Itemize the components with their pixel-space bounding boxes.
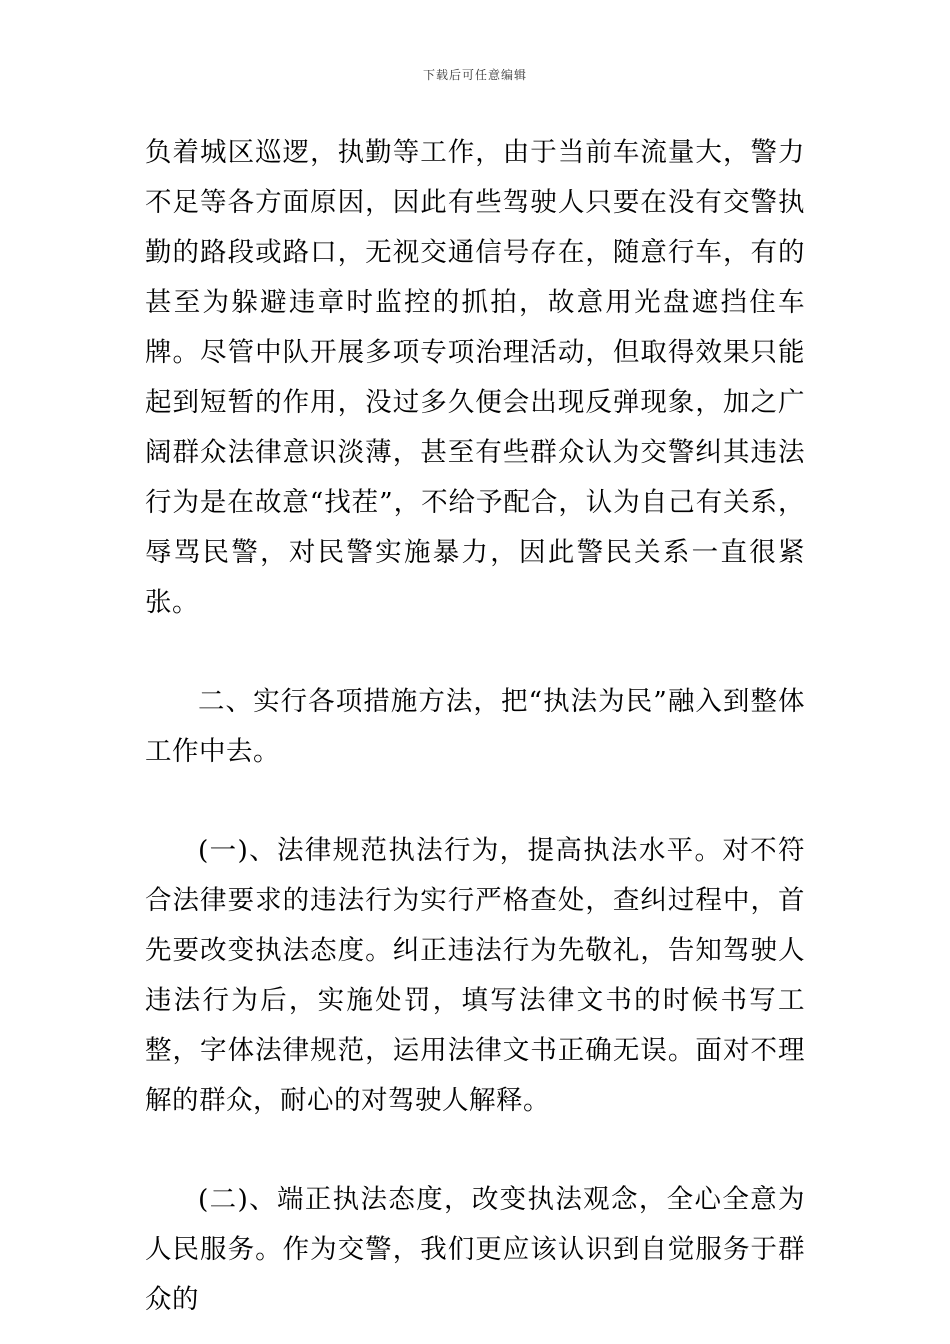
header-note: 下载后可任意编辑 [422, 68, 527, 82]
paragraph-item-one: (一)、法律规范执法行为，提高执法水平。对不符合法律要求的违法行为实行严格查处，查纠过程中，首先要改变执法态度。纠正违法行为先敬礼，告知驾驶人违法行为后，实施处罚，填写法律文书的时候书写工整，字体法律规范，运用法律文书正确无误。面对不理解的群众，耐心的对驾驶人解释。 [145, 835, 805, 1116]
section-heading-two: 二、实行各项措施方法，把“执法为民”融入到整体工作中去。 [145, 686, 805, 767]
paragraph-item-two: (二)、端正执法态度，改变执法观念，全心全意为人民服务。作为交警，我们更应该认识到自觉服务于群众的 [145, 1184, 805, 1315]
document-body [145, 128, 805, 1325]
paragraph-continuation: 负着城区巡逻，执勤等工作，由于当前车流量大，警力不足等各方面原因，因此有些驾驶人只要在没有交警执勤的路段或路口，无视交通信号存在，随意行车，有的甚至为躲避违章时监控的抓拍，故意用光盘遮挡住车牌。尽管中队开展多项专项治理活动，但取得效果只能起到短暂的作用，没过多久便会出现反弹现象，加之广阔群众法律意识淡薄，甚至有些群众认为交警纠其违法行为是在故意“找茬”，不给予配合，认为自己有关系，辱骂民警，对民警实施暴力，因此警民关系一直很紧张。 [145, 137, 805, 618]
